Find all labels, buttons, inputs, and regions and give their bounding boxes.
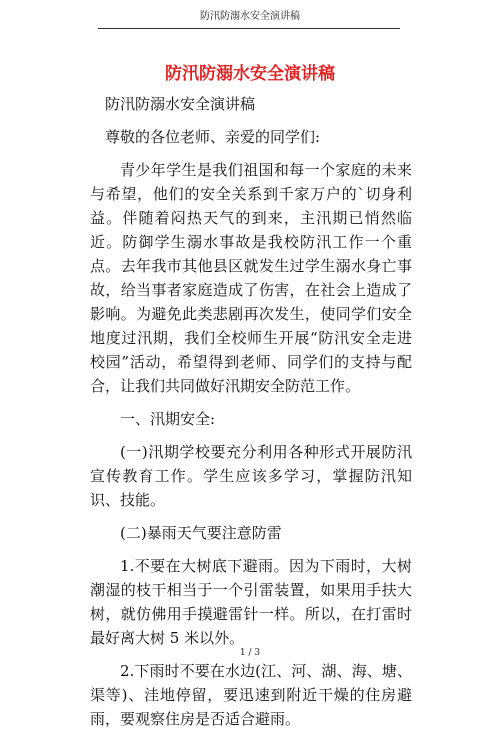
section-heading: 一、汛期安全: [120,410,216,428]
page-indicator: 1 / 3 [239,648,261,658]
body-paragraph: 青少年学生是我们祖国和每一个家庭的未来与希望，他们的安全关系到千家万户的`切身利益。伴随着闷热天气的到来，主汛期已悄然临近。防御学生溺水事故是我校防汛工作一个重点。去年我市其他县区就发生过学生溺水身亡事故，给当事者家庭造成了伤害，在社会上造成了影响。为避免此类悲剧再次发生，使同学们安全地度过汛期，我们全校师生开展“防汛安全走进校园”活动，希望得到老师、同学们的支持与配合，让我们共同做好汛期安全防范工作。 [90,161,412,395]
body-paragraph: (一)汛期学校要充分利用各种形式开展防汛宣传教育工作。学生应该多学习，掌握防汛知识、技能。 [90,443,412,509]
document-body [90,92,412,740]
body-paragraph: 1.不要在大树底下避雨。因为下雨时，大树潮湿的枝干相当于一个引雷装置，如果用手扶大树，就仿佛用手摸避雷针一样。所以，在打雷时最好离大树 5 米以外。 [90,557,412,647]
salutation-paragraph: 尊敬的各位老师、亲爱的同学们: [105,128,321,146]
body-paragraph: 2.下雨时不要在水边(江、河、湖、海、塘、渠等)、洼地停留，要迅速到附近干燥的住房避雨，要观察住房是否适合避雨。 [90,662,412,728]
subsection-heading: (二)暴雨天气要注意防雷 [120,524,282,542]
subtitle-paragraph: 防汛防溺水安全演讲稿 [105,95,256,113]
page-header [0,0,500,30]
running-header-title: 防汛防溺水安全演讲稿 [200,11,300,22]
header-divider [98,28,400,29]
document-title: 防汛防溺水安全演讲稿 [165,64,335,84]
